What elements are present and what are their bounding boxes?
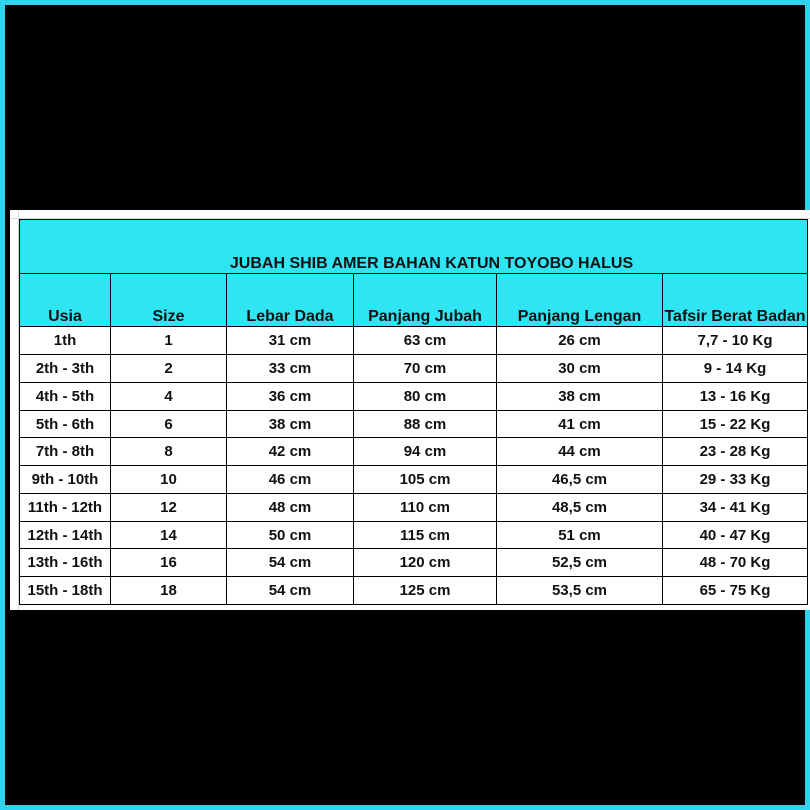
cell-panjang-jubah: 110 cm (354, 493, 497, 521)
cell-panjang-lengan: 51 cm (497, 521, 663, 549)
cell-usia: 2th - 3th (20, 355, 111, 383)
header-lebar-dada: Lebar Dada (227, 273, 354, 327)
cell-panjang-lengan: 41 cm (497, 410, 663, 438)
table-row (20, 466, 808, 494)
cell-size: 18 (111, 577, 227, 605)
cell-panjang-jubah: 115 cm (354, 521, 497, 549)
table-row (20, 355, 808, 383)
cell-usia: 13th - 16th (20, 549, 111, 577)
cell-lebar-dada: 31 cm (227, 327, 354, 355)
cell-panjang-lengan: 48,5 cm (497, 493, 663, 521)
cell-tafsir-berat-badan: 65 - 75 Kg (663, 577, 808, 605)
title-row (20, 220, 808, 274)
header-usia: Usia (20, 273, 111, 327)
cell-panjang-jubah: 125 cm (354, 577, 497, 605)
header-row (20, 273, 808, 327)
table-row (20, 577, 808, 605)
cell-panjang-lengan: 53,5 cm (497, 577, 663, 605)
table-row (20, 327, 808, 355)
cell-usia: 7th - 8th (20, 438, 111, 466)
cell-size: 1 (111, 327, 227, 355)
cell-usia: 15th - 18th (20, 577, 111, 605)
cell-size: 10 (111, 466, 227, 494)
table-row (20, 549, 808, 577)
cell-lebar-dada: 36 cm (227, 382, 354, 410)
cell-panjang-lengan: 38 cm (497, 382, 663, 410)
size-chart-table (19, 219, 808, 605)
header-size: Size (111, 273, 227, 327)
cell-panjang-jubah: 94 cm (354, 438, 497, 466)
cell-tafsir-berat-badan: 15 - 22 Kg (663, 410, 808, 438)
cell-lebar-dada: 54 cm (227, 549, 354, 577)
cell-lebar-dada: 48 cm (227, 493, 354, 521)
cell-usia: 1th (20, 327, 111, 355)
cell-panjang-jubah: 88 cm (354, 410, 497, 438)
cell-tafsir-berat-badan: 34 - 41 Kg (663, 493, 808, 521)
cell-tafsir-berat-badan: 48 - 70 Kg (663, 549, 808, 577)
cell-panjang-lengan: 44 cm (497, 438, 663, 466)
cell-lebar-dada: 46 cm (227, 466, 354, 494)
cell-panjang-jubah: 70 cm (354, 355, 497, 383)
cell-tafsir-berat-badan: 40 - 47 Kg (663, 521, 808, 549)
cell-usia: 4th - 5th (20, 382, 111, 410)
header-panjang-lengan: Panjang Lengan (497, 273, 663, 327)
cell-lebar-dada: 33 cm (227, 355, 354, 383)
cell-panjang-lengan: 46,5 cm (497, 466, 663, 494)
cell-usia: 12th - 14th (20, 521, 111, 549)
table-title-text: JUBAH SHIB AMER BAHAN KATUN TOYOBO HALUS (229, 254, 634, 272)
cell-usia: 11th - 12th (20, 493, 111, 521)
cell-panjang-jubah: 80 cm (354, 382, 497, 410)
cell-size: 2 (111, 355, 227, 383)
cell-panjang-lengan: 52,5 cm (497, 549, 663, 577)
cell-tafsir-berat-badan: 9 - 14 Kg (663, 355, 808, 383)
table-body (20, 327, 808, 605)
table-row (20, 382, 808, 410)
cell-usia: 9th - 10th (20, 466, 111, 494)
header-tafsir-berat-badan: Tafsir Berat Badan (663, 273, 808, 327)
cell-lebar-dada: 42 cm (227, 438, 354, 466)
table-title (20, 220, 808, 274)
table-row (20, 521, 808, 549)
cell-size: 8 (111, 438, 227, 466)
cell-tafsir-berat-badan: 29 - 33 Kg (663, 466, 808, 494)
cell-tafsir-berat-badan: 23 - 28 Kg (663, 438, 808, 466)
cell-tafsir-berat-badan: 7,7 - 10 Kg (663, 327, 808, 355)
cell-panjang-jubah: 105 cm (354, 466, 497, 494)
cell-panjang-lengan: 26 cm (497, 327, 663, 355)
cell-size: 6 (111, 410, 227, 438)
header-panjang-jubah: Panjang Jubah (354, 273, 497, 327)
size-chart-sheet (10, 210, 810, 610)
cell-panjang-lengan: 30 cm (497, 355, 663, 383)
cell-size: 14 (111, 521, 227, 549)
cell-usia: 5th - 6th (20, 410, 111, 438)
cell-size: 12 (111, 493, 227, 521)
cell-lebar-dada: 38 cm (227, 410, 354, 438)
cell-lebar-dada: 50 cm (227, 521, 354, 549)
cell-size: 4 (111, 382, 227, 410)
cell-lebar-dada: 54 cm (227, 577, 354, 605)
cell-size: 16 (111, 549, 227, 577)
cell-tafsir-berat-badan: 13 - 16 Kg (663, 382, 808, 410)
cell-panjang-jubah: 63 cm (354, 327, 497, 355)
table-row (20, 438, 808, 466)
table-row (20, 410, 808, 438)
table-row (20, 493, 808, 521)
cell-panjang-jubah: 120 cm (354, 549, 497, 577)
